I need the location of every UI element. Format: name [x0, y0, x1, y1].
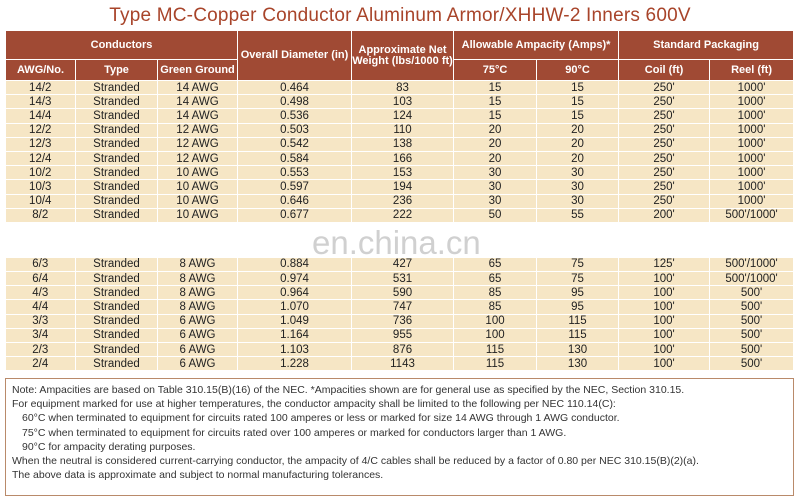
diameter-cell: 1.228 — [238, 357, 352, 371]
ampacity-header: Allowable Ampacity (Amps)* — [454, 31, 619, 60]
weight-cell: 236 — [352, 194, 454, 208]
amp75-cell: 15 — [454, 109, 537, 123]
diameter-cell: 0.597 — [238, 180, 352, 194]
weight-cell: 153 — [352, 166, 454, 180]
type-cell: Stranded — [76, 109, 158, 123]
amp90-cell: 130 — [537, 343, 619, 357]
note-line: Note: Ampacities are based on Table 310.15(B)(16) of the NEC. *Ampacities shown are for general use as specified by the NEC, Section 310.15. — [12, 384, 685, 396]
diameter-cell: 0.503 — [238, 123, 352, 137]
awg-cell: 10/3 — [6, 180, 76, 194]
coil-cell: 100' — [619, 343, 710, 357]
awg-cell: 4/4 — [6, 300, 76, 314]
ground-cell: 8 AWG — [158, 300, 238, 314]
type-cell: Stranded — [76, 180, 158, 194]
diameter-cell: 0.464 — [238, 81, 352, 95]
reel-cell: 1000' — [710, 95, 794, 109]
awg-cell: 3/4 — [6, 328, 76, 342]
type-cell: Stranded — [76, 286, 158, 300]
amp75-cell: 85 — [454, 286, 537, 300]
coil-cell: 250' — [619, 151, 710, 165]
table-row — [6, 208, 794, 222]
table-row — [6, 95, 794, 109]
ground-cell: 14 AWG — [158, 95, 238, 109]
diameter-header: Overall Diameter (in) — [238, 31, 352, 81]
ground-cell: 12 AWG — [158, 151, 238, 165]
table-row — [6, 137, 794, 151]
diameter-cell: 1.103 — [238, 343, 352, 357]
amp90-cell: 20 — [537, 123, 619, 137]
amp90-cell: 115 — [537, 314, 619, 328]
ground-cell: 12 AWG — [158, 123, 238, 137]
note-line: For equipment marked for use at higher temperatures, the conductor ampacity shall be limited to the following per NEC 110.14(C): — [12, 398, 616, 411]
amp90-cell: 115 — [537, 328, 619, 342]
table-row — [6, 357, 794, 371]
type-cell: Stranded — [76, 123, 158, 137]
coil-cell: 100' — [619, 286, 710, 300]
ground-cell: 14 AWG — [158, 81, 238, 95]
note-line: When the neutral is considered current-carrying conductor, the ampacity of 4/C cables shall be reduced by a factor of 0.80 per NEC 310.15(B)(2)(a). — [12, 455, 699, 468]
weight-cell: 747 — [352, 300, 454, 314]
reel-cell: 1000' — [710, 123, 794, 137]
table-row — [6, 166, 794, 180]
amp75-cell: 115 — [454, 343, 537, 357]
weight-cell: 955 — [352, 328, 454, 342]
type-cell: Stranded — [76, 81, 158, 95]
type-cell: Stranded — [76, 137, 158, 151]
table-row — [6, 343, 794, 357]
type-cell: Stranded — [76, 257, 158, 271]
ground-cell: 6 AWG — [158, 314, 238, 328]
reel-cell: 500' — [710, 343, 794, 357]
weight-header: Approximate Net Weight (lbs/1000 ft) — [352, 31, 454, 81]
weight-cell: 531 — [352, 272, 454, 286]
type-cell: Stranded — [76, 272, 158, 286]
diameter-cell: 0.964 — [238, 286, 352, 300]
type-cell: Stranded — [76, 343, 158, 357]
reel-cell: 1000' — [710, 137, 794, 151]
type-cell: Stranded — [76, 95, 158, 109]
table-row — [6, 123, 794, 137]
amp75-cell: 50 — [454, 208, 537, 222]
obscured-row — [6, 222, 794, 257]
diameter-cell: 1.049 — [238, 314, 352, 328]
coil-cell: 250' — [619, 137, 710, 151]
coil-cell: 250' — [619, 95, 710, 109]
coil-cell: 250' — [619, 194, 710, 208]
amp75-cell: 20 — [454, 123, 537, 137]
weight-cell: 103 — [352, 95, 454, 109]
weight-cell: 876 — [352, 343, 454, 357]
awg-cell: 3/3 — [6, 314, 76, 328]
table-row — [6, 272, 794, 286]
diameter-cell: 0.884 — [238, 257, 352, 271]
amp90-header: 90°C — [537, 60, 619, 81]
amp90-cell: 15 — [537, 95, 619, 109]
amp75-cell: 115 — [454, 357, 537, 371]
awg-cell: 2/3 — [6, 343, 76, 357]
amp75-cell: 15 — [454, 95, 537, 109]
coil-cell: 100' — [619, 300, 710, 314]
diameter-cell: 0.553 — [238, 166, 352, 180]
reel-cell: 1000' — [710, 166, 794, 180]
diameter-cell: 1.070 — [238, 300, 352, 314]
amp75-cell: 65 — [454, 272, 537, 286]
ground-cell: 12 AWG — [158, 137, 238, 151]
amp90-cell: 130 — [537, 357, 619, 371]
ground-cell: 14 AWG — [158, 109, 238, 123]
amp90-cell: 55 — [537, 208, 619, 222]
weight-cell: 590 — [352, 286, 454, 300]
conductors-header: Conductors — [6, 31, 238, 60]
table-row — [6, 314, 794, 328]
amp90-cell: 95 — [537, 286, 619, 300]
awg-cell: 10/2 — [6, 166, 76, 180]
amp75-cell: 100 — [454, 328, 537, 342]
ground-cell: 6 AWG — [158, 328, 238, 342]
amp90-cell: 95 — [537, 300, 619, 314]
table-row — [6, 257, 794, 271]
type-cell: Stranded — [76, 194, 158, 208]
reel-cell: 500' — [710, 300, 794, 314]
awg-cell: 12/4 — [6, 151, 76, 165]
weight-cell: 194 — [352, 180, 454, 194]
diameter-cell: 0.498 — [238, 95, 352, 109]
ground-cell: 6 AWG — [158, 343, 238, 357]
awg-cell: 14/2 — [6, 81, 76, 95]
weight-cell: 83 — [352, 81, 454, 95]
reel-header: Reel (ft) — [710, 60, 794, 81]
amp90-cell: 20 — [537, 137, 619, 151]
amp90-cell: 20 — [537, 151, 619, 165]
reel-cell: 500'/1000' — [710, 257, 794, 271]
amp90-cell: 30 — [537, 194, 619, 208]
page-title: Type MC-Copper Conductor Aluminum Armor/XHHW-2 Inners 600V — [109, 5, 691, 26]
amp75-cell: 30 — [454, 166, 537, 180]
diameter-cell: 0.536 — [238, 109, 352, 123]
awg-cell: 8/2 — [6, 208, 76, 222]
weight-cell: 166 — [352, 151, 454, 165]
awg-cell: 10/4 — [6, 194, 76, 208]
weight-cell: 124 — [352, 109, 454, 123]
coil-cell: 250' — [619, 109, 710, 123]
diameter-cell: 0.677 — [238, 208, 352, 222]
weight-cell: 736 — [352, 314, 454, 328]
reel-cell: 500' — [710, 357, 794, 371]
type-cell: Stranded — [76, 166, 158, 180]
ground-cell: 10 AWG — [158, 194, 238, 208]
coil-cell: 100' — [619, 272, 710, 286]
table-row — [6, 109, 794, 123]
note-line: 90°C for ampacity derating purposes. — [22, 440, 196, 453]
weight-cell: 427 — [352, 257, 454, 271]
reel-cell: 500'/1000' — [710, 272, 794, 286]
diameter-cell: 0.974 — [238, 272, 352, 286]
type-cell: Stranded — [76, 208, 158, 222]
table-row — [6, 300, 794, 314]
awg-cell: 2/4 — [6, 357, 76, 371]
amp75-cell: 20 — [454, 137, 537, 151]
table-body-bottom — [6, 257, 794, 371]
amp90-cell: 30 — [537, 180, 619, 194]
green-ground-header: Green Ground — [158, 60, 238, 81]
reel-cell: 500' — [710, 314, 794, 328]
weight-cell: 110 — [352, 123, 454, 137]
spec-table — [5, 30, 794, 371]
reel-cell: 500'/1000' — [710, 208, 794, 222]
diameter-cell: 0.646 — [238, 194, 352, 208]
coil-cell: 250' — [619, 81, 710, 95]
header-row-top — [6, 31, 794, 60]
awg-cell: 12/3 — [6, 137, 76, 151]
weight-cell: 138 — [352, 137, 454, 151]
note-line: 60°C when terminated to equipment for circuits rated 100 amperes or less or marked for size 14 AWG through 1 AWG conductor. — [22, 412, 620, 425]
amp75-cell: 15 — [454, 81, 537, 95]
ground-cell: 10 AWG — [158, 166, 238, 180]
coil-header: Coil (ft) — [619, 60, 710, 81]
reel-cell: 1000' — [710, 81, 794, 95]
ground-cell: 8 AWG — [158, 272, 238, 286]
reel-cell: 1000' — [710, 180, 794, 194]
awg-cell: 4/3 — [6, 286, 76, 300]
table-row — [6, 328, 794, 342]
reel-cell: 1000' — [710, 109, 794, 123]
coil-cell: 100' — [619, 328, 710, 342]
ground-cell: 6 AWG — [158, 357, 238, 371]
coil-cell: 200' — [619, 208, 710, 222]
weight-cell: 222 — [352, 208, 454, 222]
awg-cell: 6/3 — [6, 257, 76, 271]
amp75-cell: 85 — [454, 300, 537, 314]
amp90-cell: 15 — [537, 81, 619, 95]
amp75-cell: 30 — [454, 194, 537, 208]
awg-cell: 6/4 — [6, 272, 76, 286]
ground-cell: 10 AWG — [158, 180, 238, 194]
type-cell: Stranded — [76, 300, 158, 314]
table-row — [6, 286, 794, 300]
awg-header: AWG/No. — [6, 60, 76, 81]
coil-cell: 250' — [619, 180, 710, 194]
note-line: 75°C when terminated to equipment for circuits rated over 100 amperes or marked for conductors larger than 1 AWG. — [22, 426, 567, 439]
coil-cell: 100' — [619, 357, 710, 371]
coil-cell: 250' — [619, 123, 710, 137]
ground-cell: 8 AWG — [158, 257, 238, 271]
diameter-cell: 1.164 — [238, 328, 352, 342]
awg-cell: 14/4 — [6, 109, 76, 123]
coil-cell: 100' — [619, 314, 710, 328]
amp75-header: 75°C — [454, 60, 537, 81]
table-row — [6, 180, 794, 194]
diameter-cell: 0.584 — [238, 151, 352, 165]
awg-cell: 12/2 — [6, 123, 76, 137]
watermark-gap — [6, 222, 794, 257]
watermark: en.china.cn — [312, 224, 481, 261]
amp75-cell: 30 — [454, 180, 537, 194]
reel-cell: 500' — [710, 286, 794, 300]
ground-cell: 8 AWG — [158, 286, 238, 300]
weight-cell: 1143 — [352, 357, 454, 371]
awg-cell: 14/3 — [6, 95, 76, 109]
amp90-cell: 15 — [537, 109, 619, 123]
amp90-cell: 75 — [537, 272, 619, 286]
coil-cell: 250' — [619, 166, 710, 180]
table-row — [6, 151, 794, 165]
amp75-cell: 20 — [454, 151, 537, 165]
type-cell: Stranded — [76, 151, 158, 165]
reel-cell: 1000' — [710, 151, 794, 165]
table-body-top — [6, 81, 794, 223]
coil-cell: 125' — [619, 257, 710, 271]
table-row — [6, 194, 794, 208]
amp75-cell: 100 — [454, 314, 537, 328]
notes-box — [5, 378, 794, 496]
table-row — [6, 81, 794, 95]
reel-cell: 500' — [710, 328, 794, 342]
packaging-header: Standard Packaging — [619, 31, 794, 60]
note-line: The above data is approximate and subject to normal manufacturing tolerances. — [12, 469, 384, 482]
ground-cell: 10 AWG — [158, 208, 238, 222]
reel-cell: 1000' — [710, 194, 794, 208]
type-cell: Stranded — [76, 314, 158, 328]
type-header: Type — [76, 60, 158, 81]
type-cell: Stranded — [76, 328, 158, 342]
diameter-cell: 0.542 — [238, 137, 352, 151]
amp75-cell: 65 — [454, 257, 537, 271]
type-cell: Stranded — [76, 357, 158, 371]
amp90-cell: 30 — [537, 166, 619, 180]
amp90-cell: 75 — [537, 257, 619, 271]
